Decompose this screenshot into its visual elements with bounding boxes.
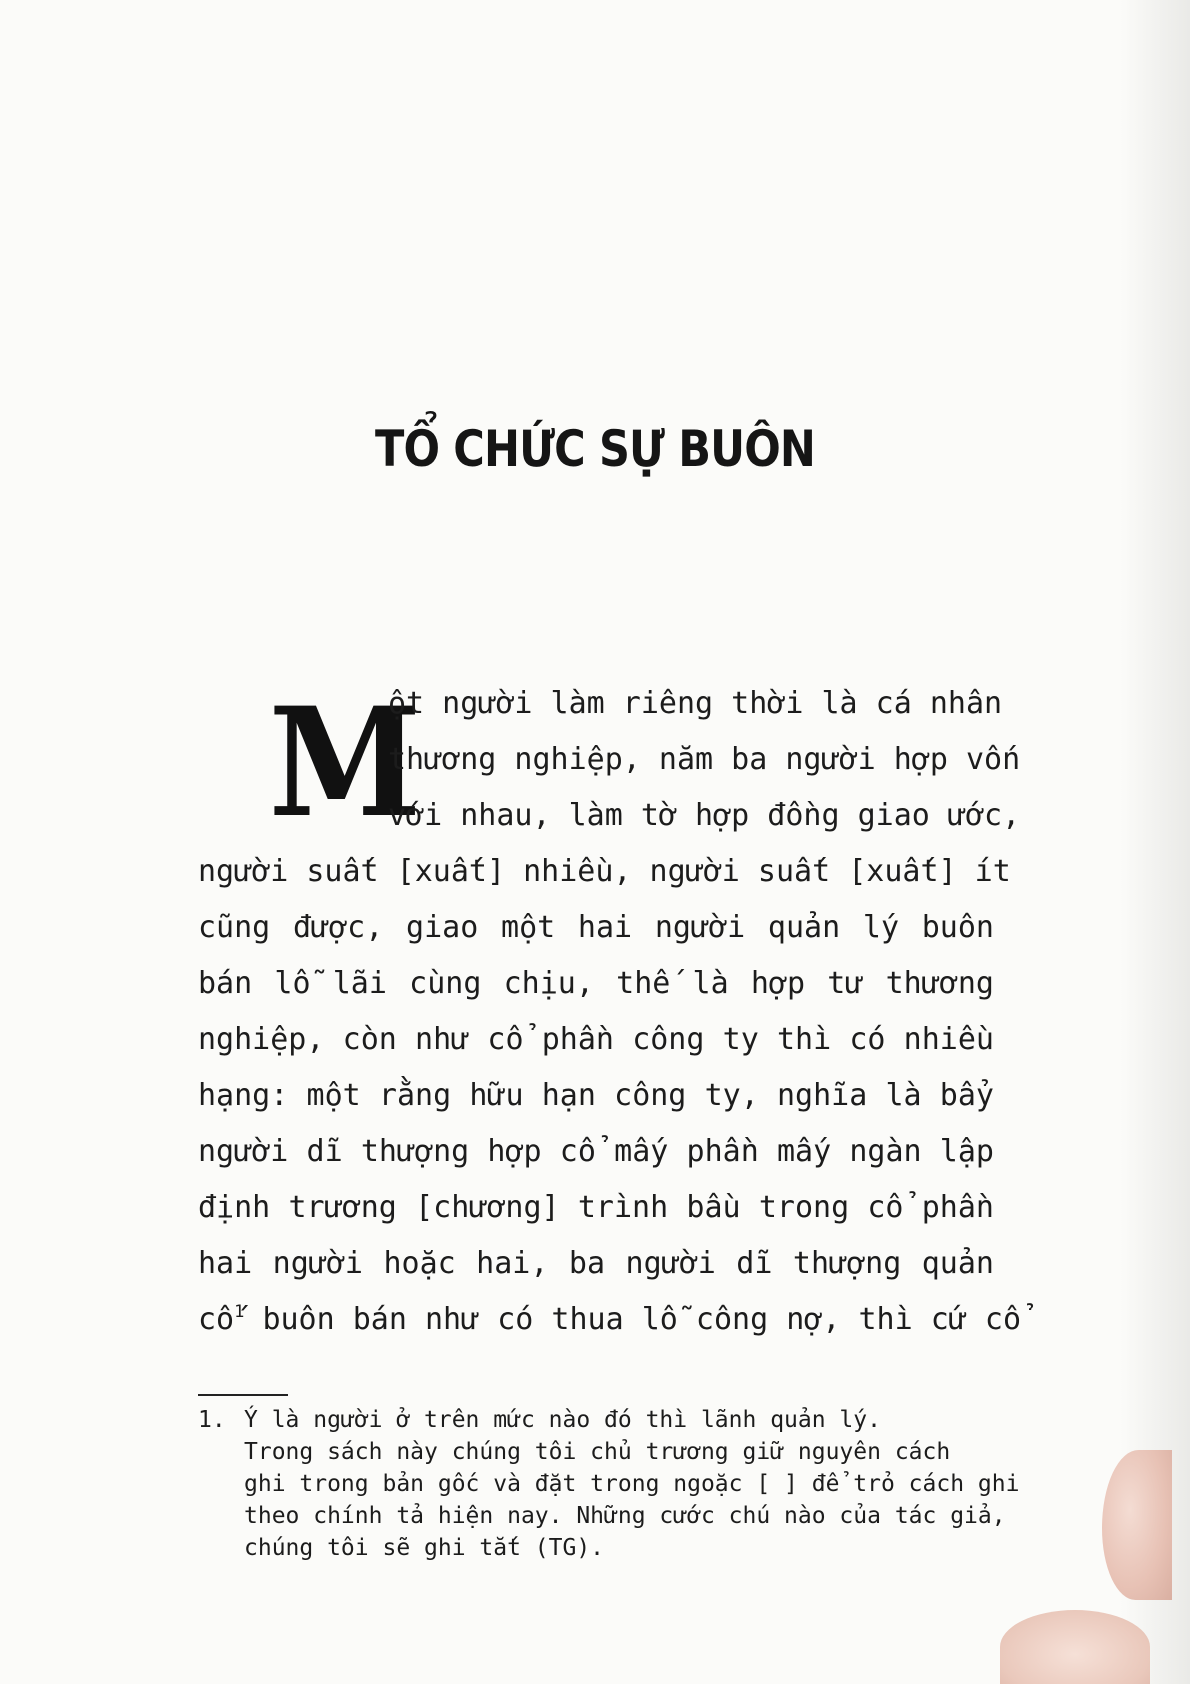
body-line: người suất [xuất] nhiều, người suất [xuất] ít <box>198 854 1011 889</box>
footnote-divider <box>198 1394 288 1396</box>
finger-image <box>1000 1610 1150 1684</box>
body-line: cũng được, giao một hai người quản lý buôn <box>198 910 994 945</box>
body-line-rest: buôn bán như có thua lỗ công nợ, thì cứ cổ <box>262 1302 1022 1337</box>
footnote-line: Trong sách này chúng tôi chủ trương giữ nguyên cách <box>244 1439 951 1465</box>
footnote-line: Ý là người ở trên mức nào đó thì lãnh quản lý. <box>244 1407 881 1433</box>
body-line: bán lỗ lãi cùng chịu, thế là hợp tư thương <box>198 966 994 1001</box>
body-text <box>198 676 1022 1348</box>
body-line: hạng: một rằng hữu hạn công ty, nghĩa là bẩy <box>198 1078 994 1113</box>
body-line: người dĩ thượng hợp cổ mấy phần mấy ngàn lập <box>198 1134 994 1169</box>
chapter-title: TỔ CHỨC SỰ BUÔN <box>374 420 816 478</box>
thumb-image <box>1102 1450 1172 1600</box>
footnote-anchor-word: cố <box>198 1302 235 1337</box>
drop-cap: M <box>268 675 422 851</box>
body-line: định trương [chương] trình bầu trong cổ phần <box>198 1190 994 1225</box>
footnote-reference: 1 <box>234 1302 245 1322</box>
footnote-line: chúng tôi sẽ ghi tắt (TG). <box>244 1535 605 1561</box>
body-line: thương nghiệp, năm ba người hợp vốn <box>388 742 1021 777</box>
body-line: hai người hoặc hai, ba người dĩ thượng quản <box>198 1246 994 1281</box>
footnote-line: theo chính tả hiện nay. Những cước chú nào của tác giả, <box>244 1503 1006 1529</box>
footnote-number: 1. <box>198 1407 226 1433</box>
page-edge-shadow <box>1120 0 1190 1684</box>
body-line: nghiệp, còn như cổ phần công ty thì có nhiều <box>198 1022 994 1057</box>
body-line-last <box>198 1292 1022 1348</box>
footnote <box>198 1404 1020 1564</box>
body-line: ột người làm riêng thời là cá nhân <box>388 686 1003 721</box>
body-line: với nhau, làm tờ hợp đồng giao ước, <box>388 798 1021 833</box>
footnote-text <box>244 1404 1020 1564</box>
footnote-line: ghi trong bản gốc và đặt trong ngoặc [ ] để trỏ cách ghi <box>244 1471 1020 1497</box>
